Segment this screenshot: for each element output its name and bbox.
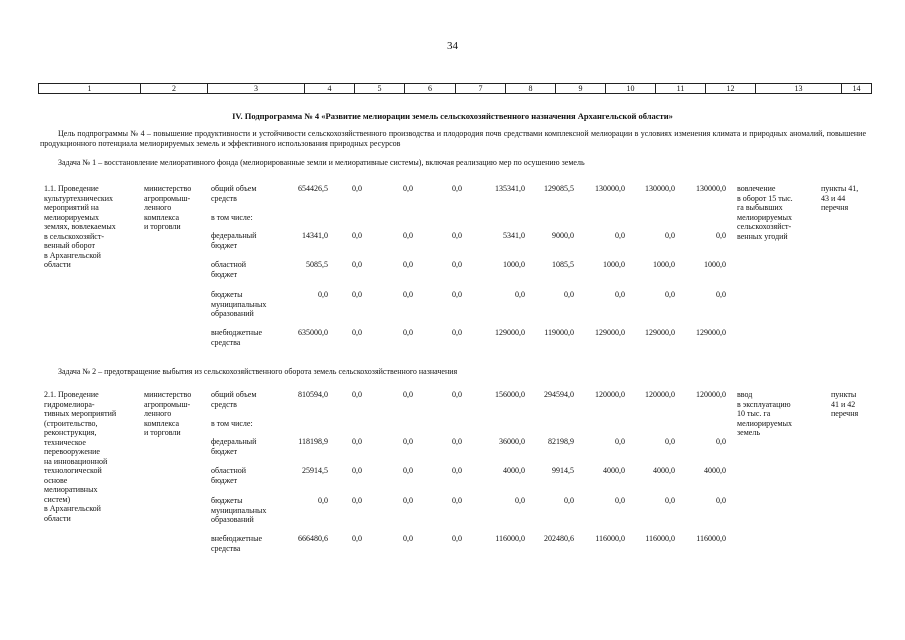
- funding-value: 1000,0: [653, 260, 675, 269]
- funding-value: 116000,0: [595, 534, 625, 543]
- funding-value: 4000,0: [704, 466, 726, 475]
- funding-value: 654426,5: [298, 184, 328, 193]
- expected-result: вовлечение в оборот 15 тыс. га выбывших мелиорируемых сельскохозяйст- венных угодий: [737, 184, 793, 241]
- subprogram-goal: Цель подпрограммы № 4 – повышение продуктивности и устойчивости сельскохозяйственного производства и плодородия почв средствами комплексной мелиорации в условиях изменения климата и природных аномалий, повышение продукционного потенциала мелиорируемых земель и эффективного использования природных ресурсов: [40, 129, 866, 148]
- reference: пункты 41, 43 и 44 перечня: [821, 184, 859, 212]
- funding-value: 0,0: [352, 260, 362, 269]
- funding-source: областной бюджет: [211, 260, 247, 279]
- funding-value: 130000,0: [696, 184, 726, 193]
- funding-value: 0,0: [665, 496, 675, 505]
- funding-value: 0,0: [452, 390, 462, 399]
- funding-value: 0,0: [716, 231, 726, 240]
- funding-value: 0,0: [452, 231, 462, 240]
- funding-value: 25914,5: [302, 466, 328, 475]
- funding-source: бюджеты муниципальных образований: [211, 290, 267, 318]
- reference: пункты 41 и 42 перечня: [831, 390, 859, 418]
- funding-value: 0,0: [615, 496, 625, 505]
- column-number: 1: [39, 84, 141, 94]
- funding-value: 4000,0: [603, 466, 625, 475]
- funding-value: 294594,0: [544, 390, 574, 399]
- funding-value: 0,0: [403, 328, 413, 337]
- funding-value: 0,0: [716, 496, 726, 505]
- funding-value: 0,0: [515, 496, 525, 505]
- funding-value: 118198,9: [298, 437, 328, 446]
- funding-value: 0,0: [403, 437, 413, 446]
- funding-value: 635000,0: [298, 328, 328, 337]
- measure-name: 1.1. Проведение культуртехнических мероприятий на мелиорируемых землях, вовлекаемых в сельскохозяйст- венный оборот в Архангельской области: [44, 184, 116, 269]
- funding-source: в том числе:: [211, 213, 253, 222]
- funding-source: внебюджетные средства: [211, 328, 262, 347]
- executor: министерство агропромыш- ленного комплекса и торговли: [144, 184, 192, 231]
- funding-value: 0,0: [352, 231, 362, 240]
- funding-value: 0,0: [352, 534, 362, 543]
- funding-value: 0,0: [716, 437, 726, 446]
- funding-value: 116000,0: [696, 534, 726, 543]
- page-number: 34: [447, 40, 458, 52]
- task-2-heading: Задача № 2 – предотвращение выбытия из сельскохозяйственного оборота земель сельскохозяйственного назначения: [58, 367, 458, 376]
- column-number: 6: [405, 84, 456, 94]
- column-number: 10: [606, 84, 656, 94]
- funding-value: 0,0: [318, 496, 328, 505]
- funding-value: 1000,0: [503, 260, 525, 269]
- column-number: 7: [456, 84, 506, 94]
- funding-value: 120000,0: [696, 390, 726, 399]
- funding-source: бюджеты муниципальных образований: [211, 496, 267, 524]
- funding-value: 120000,0: [595, 390, 625, 399]
- funding-value: 5085,5: [306, 260, 328, 269]
- funding-value: 0,0: [716, 290, 726, 299]
- funding-value: 116000,0: [495, 534, 525, 543]
- funding-value: 130000,0: [645, 184, 675, 193]
- funding-value: 0,0: [403, 390, 413, 399]
- funding-value: 0,0: [452, 534, 462, 543]
- funding-value: 0,0: [452, 437, 462, 446]
- expected-result: ввод в эксплуатацию 10 тыс. га мелиорируемых земель: [737, 390, 792, 437]
- measure-name: 2.1. Проведение гидромелиора- тивных мероприятий (строительство, реконструкция, техническое перевооружение на инновационной технологической основе мелиоративных систем) в Архангельской области: [44, 390, 117, 523]
- funding-value: 0,0: [615, 231, 625, 240]
- funding-source: федеральный бюджет: [211, 231, 257, 250]
- funding-value: 0,0: [352, 390, 362, 399]
- funding-value: 0,0: [615, 290, 625, 299]
- funding-value: 0,0: [665, 290, 675, 299]
- column-number: 8: [506, 84, 556, 94]
- funding-value: 120000,0: [645, 390, 675, 399]
- funding-value: 0,0: [615, 437, 625, 446]
- column-number: 11: [656, 84, 706, 94]
- funding-value: 0,0: [403, 466, 413, 475]
- funding-value: 129000,0: [595, 328, 625, 337]
- funding-value: 0,0: [403, 534, 413, 543]
- funding-value: 36000,0: [499, 437, 525, 446]
- funding-value: 0,0: [352, 496, 362, 505]
- funding-value: 0,0: [352, 466, 362, 475]
- funding-value: 129085,5: [544, 184, 574, 193]
- funding-source: общий объем средств: [211, 184, 257, 203]
- column-number: 13: [756, 84, 842, 94]
- column-number: 5: [355, 84, 405, 94]
- funding-value: 0,0: [352, 290, 362, 299]
- funding-value: 0,0: [403, 231, 413, 240]
- funding-source: федеральный бюджет: [211, 437, 257, 456]
- funding-value: 202480,6: [544, 534, 574, 543]
- funding-value: 130000,0: [595, 184, 625, 193]
- funding-value: 82198,9: [548, 437, 574, 446]
- funding-value: 666480,6: [298, 534, 328, 543]
- funding-value: 5341,0: [503, 231, 525, 240]
- funding-value: 0,0: [452, 496, 462, 505]
- column-number-header: [38, 83, 872, 94]
- funding-source: областной бюджет: [211, 466, 247, 485]
- funding-value: 156000,0: [495, 390, 525, 399]
- funding-source: внебюджетные средства: [211, 534, 262, 553]
- funding-value: 129000,0: [495, 328, 525, 337]
- funding-value: 116000,0: [645, 534, 675, 543]
- funding-value: 0,0: [452, 328, 462, 337]
- funding-value: 1085,5: [552, 260, 574, 269]
- funding-value: 0,0: [452, 466, 462, 475]
- funding-value: 0,0: [564, 496, 574, 505]
- column-number: 2: [141, 84, 208, 94]
- funding-value: 0,0: [403, 260, 413, 269]
- funding-value: 1000,0: [603, 260, 625, 269]
- funding-value: 4000,0: [503, 466, 525, 475]
- funding-value: 119000,0: [544, 328, 574, 337]
- task-1-heading: Задача № 1 – восстановление мелиоративного фонда (мелиорированные земли и мелиоративные системы), включая реализацию мер по осушению земель: [58, 158, 585, 167]
- column-number: 4: [305, 84, 355, 94]
- funding-value: 0,0: [403, 290, 413, 299]
- funding-value: 135341,0: [495, 184, 525, 193]
- funding-value: 0,0: [352, 184, 362, 193]
- funding-value: 9914,5: [552, 466, 574, 475]
- funding-value: 129000,0: [645, 328, 675, 337]
- funding-value: 9000,0: [552, 231, 574, 240]
- funding-value: 0,0: [452, 290, 462, 299]
- funding-value: 0,0: [403, 496, 413, 505]
- funding-value: 0,0: [352, 437, 362, 446]
- funding-value: 0,0: [564, 290, 574, 299]
- column-number: 14: [842, 84, 872, 94]
- funding-value: 0,0: [403, 184, 413, 193]
- funding-value: 1000,0: [704, 260, 726, 269]
- funding-value: 0,0: [515, 290, 525, 299]
- funding-value: 0,0: [452, 184, 462, 193]
- funding-source: общий объем средств: [211, 390, 257, 409]
- funding-value: 810594,0: [298, 390, 328, 399]
- funding-value: 0,0: [452, 260, 462, 269]
- funding-source: в том числе:: [211, 419, 253, 428]
- column-number: 9: [556, 84, 606, 94]
- funding-value: 0,0: [318, 290, 328, 299]
- executor: министерство агропромыш- ленного комплекса и торговли: [144, 390, 192, 437]
- funding-value: 0,0: [352, 328, 362, 337]
- funding-value: 0,0: [665, 437, 675, 446]
- column-number: 3: [208, 84, 305, 94]
- funding-value: 4000,0: [653, 466, 675, 475]
- column-number: 12: [706, 84, 756, 94]
- funding-value: 0,0: [665, 231, 675, 240]
- funding-value: 14341,0: [302, 231, 328, 240]
- funding-value: 129000,0: [696, 328, 726, 337]
- subprogram-heading: IV. Подпрограмма № 4 «Развитие мелиорации земель сельскохозяйственного назначения Архангельской области»: [232, 111, 673, 121]
